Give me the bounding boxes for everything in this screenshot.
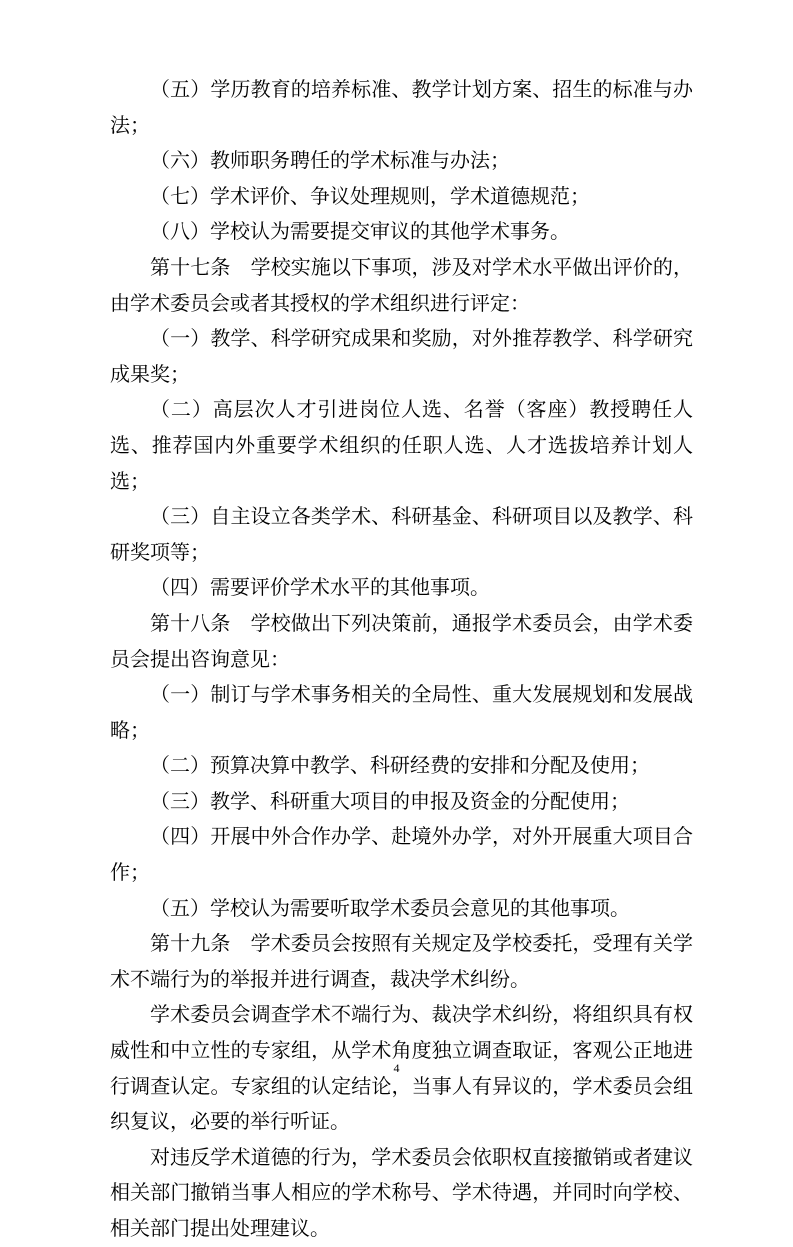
paragraph: （七）学术评价、争议处理规则，学术道德规范； [150, 183, 590, 208]
paragraph: 对违反学术道德的行为，学术委员会依职权直接撤销或者建议相关部门撤销当事人相应的学术称号、学术待遇，并同时向学校、相关部门提出处理建议。 [110, 1144, 693, 1240]
article-18: 第十八条 学校做出下列决策前，通报学术委员会，由学术委员会提出咨询意见： [110, 610, 693, 671]
paragraph: （五）学历教育的培养标准、教学计划方案、招生的标准与办法； [110, 77, 693, 137]
article-19: 第十九条 学术委员会按照有关规定及学校委托，受理有关学术不端行为的举报并进行调查，裁决学术纠纷。 [110, 931, 693, 991]
paragraph: （六）教师职务聘任的学术标准与办法； [150, 148, 510, 173]
paragraph: （一）制订与学术事务相关的全局性、重大发展规划和发展战略； [110, 682, 693, 742]
paragraph: （四）需要评价学术水平的其他事项。 [150, 575, 490, 600]
paragraph: （三）自主设立各类学术、科研基金、科研项目以及教学、科研奖项等； [110, 504, 693, 564]
paragraph: （二）高层次人才引进岗位人选、名誉（客座）教授聘任人选、推荐国内外重要学术组织的任职人选、人才选拔培养计划人选； [110, 397, 693, 493]
paragraph: （一）教学、科学研究成果和奖励，对外推荐教学、科学研究成果奖； [110, 326, 693, 386]
paragraph: 学术委员会调查学术不端行为、裁决学术纠纷，将组织具有权威性和中立性的专家组，从学术角度独立调查取证，客观公正地进行调查认定。专家组的认定结论，当事人有异议的，学术委员会组织复议，必要的举行听证。 [110, 1002, 693, 1134]
paragraph: （三）教学、科研重大项目的申报及资金的分配使用； [150, 788, 630, 813]
paragraph: （四）开展中外合作办学、赴境外办学，对外开展重大项目合作； [110, 824, 693, 885]
paragraph: （二）预算决算中教学、科研经费的安排和分配及使用； [150, 753, 650, 778]
paragraph: （八）学校认为需要提交审议的其他学术事务。 [150, 219, 570, 244]
article-17: 第十七条 学校实施以下事项，涉及对学术水平做出评价的，由学术委员会或者其授权的学术组织进行评定： [110, 254, 693, 315]
page-number: 4 [393, 1061, 400, 1075]
paragraph: （五）学校认为需要听取学术委员会意见的其他事项。 [150, 895, 630, 920]
